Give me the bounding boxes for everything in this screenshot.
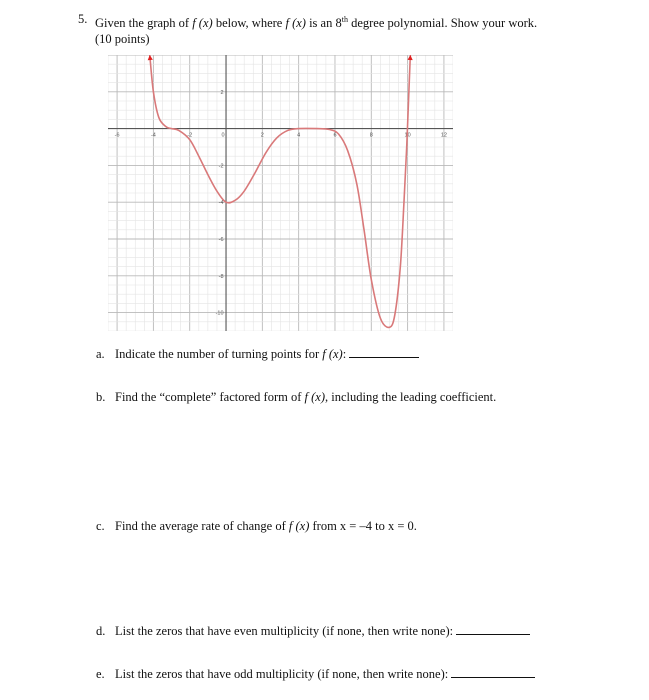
part-letter: e. [96, 667, 105, 681]
prompt-text: below, where [212, 16, 286, 31]
part-letter: a. [96, 347, 105, 361]
part-text: Find the average rate of change of [115, 519, 289, 533]
y-tick-label: -4 [218, 200, 224, 207]
answer-blank[interactable] [451, 666, 535, 678]
x-tick-label: 8 [369, 132, 373, 139]
x-tick-label: 12 [440, 132, 447, 139]
ordinal-suffix: th [341, 15, 348, 24]
question-prompt [95, 12, 615, 47]
function-notation: f (x) [304, 390, 325, 404]
polynomial-graph [108, 55, 453, 331]
y-tick-label: -8 [218, 273, 224, 280]
function-notation: f (x) [322, 347, 343, 361]
function-notation: f (x) [285, 16, 306, 31]
y-tick-label: 2 [220, 89, 224, 96]
x-tick-label: -6 [114, 132, 120, 139]
question-number: 5. [78, 12, 88, 26]
part-text: List the zeros that have odd multiplicity (if none, then write none): [115, 667, 449, 681]
part-text: Indicate the number of turning points for [115, 347, 323, 361]
arrow-right-end [408, 55, 413, 60]
part-d [96, 623, 530, 639]
points-label: (10 points) [95, 32, 150, 47]
part-b [96, 390, 496, 405]
answer-blank[interactable] [456, 623, 530, 635]
x-tick-label: -2 [187, 132, 193, 139]
x-tick-label: 2 [260, 132, 264, 139]
prompt-text: is an 8 [305, 16, 342, 31]
function-notation: f (x) [192, 16, 213, 31]
answer-blank[interactable] [349, 346, 419, 358]
part-text: List the zeros that have even multiplicity (if none, then write none): [115, 624, 454, 638]
y-tick-label: -10 [215, 310, 224, 317]
tick-labels [115, 90, 447, 317]
x-tick-label: 0 [221, 132, 225, 139]
part-c [96, 519, 417, 534]
part-text: from x = –4 to x = 0. [309, 519, 417, 533]
curve [148, 55, 413, 327]
y-tick-label: -6 [218, 237, 224, 243]
prompt-text: Given the graph of [95, 16, 193, 31]
part-e [96, 666, 535, 682]
part-letter: d. [96, 624, 106, 638]
y-tick-label: -2 [218, 163, 224, 170]
x-tick-label: 4 [297, 132, 301, 139]
x-tick-label: 10 [404, 132, 411, 139]
part-letter: c. [96, 519, 105, 533]
prompt-text: degree polynomial. Show your work. [347, 16, 538, 31]
part-text: , including the leading coefficient. [325, 390, 497, 404]
part-text: : [342, 347, 347, 361]
x-tick-label: -4 [150, 132, 156, 139]
grid [108, 55, 453, 331]
x-tick-label: 6 [333, 132, 337, 139]
part-text: Find the “complete” factored form of [115, 390, 305, 404]
part-letter: b. [96, 390, 106, 404]
arrow-left-end [148, 55, 153, 60]
function-notation: f (x) [288, 519, 310, 533]
part-a [96, 346, 419, 362]
